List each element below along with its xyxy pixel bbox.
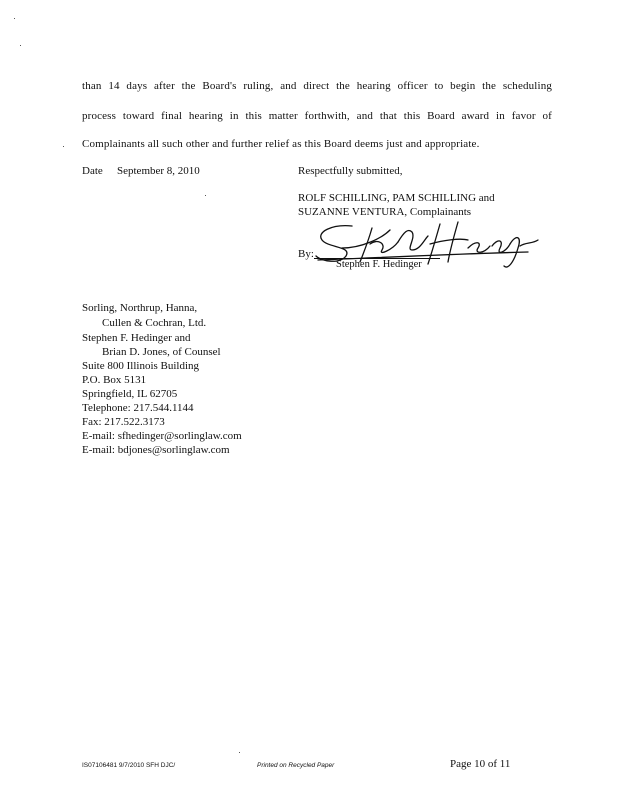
closing-text: Respectfully submitted,	[298, 165, 403, 177]
scan-speck	[63, 146, 64, 147]
signer-name: Stephen F. Hedinger	[336, 259, 422, 270]
scan-speck	[239, 752, 240, 753]
body-text-line: than 14 days after the Board's ruling, and direct the hearing officer to begin the scheduling	[82, 80, 552, 92]
scan-speck	[14, 18, 15, 19]
counsel-line: Stephen F. Hedinger and	[82, 332, 191, 344]
footer-recycled-note: Printed on Recycled Paper	[257, 762, 335, 769]
scan-speck	[20, 45, 21, 46]
counsel-line: E-mail: bdjones@sorlinglaw.com	[82, 444, 230, 456]
scan-speck	[205, 195, 206, 196]
body-text-line: Complainants all such other and further relief as this Board deems just and appropriate.	[82, 138, 480, 150]
footer-doc-id: IS07106481 9/7/2010 SFH DJC/	[82, 762, 176, 769]
parties-line: SUZANNE VENTURA, Complainants	[298, 206, 472, 218]
counsel-line: P.O. Box 5131	[82, 374, 147, 386]
counsel-line: Springfield, IL 62705	[82, 388, 178, 400]
counsel-line: Telephone: 217.544.1144	[82, 402, 194, 414]
counsel-line: Cullen & Cochran, Ltd.	[102, 317, 207, 329]
by-label: By:	[298, 248, 314, 260]
counsel-line: Sorling, Northrup, Hanna,	[82, 302, 198, 314]
date-label: Date	[82, 165, 103, 177]
page-number: Page 10 of 11	[450, 758, 511, 770]
body-text-line: process toward final hearing in this matter forthwith, and that this Board award in favor of	[82, 110, 552, 122]
counsel-line: Fax: 217.522.3173	[82, 416, 165, 428]
counsel-line: Suite 800 Illinois Building	[82, 360, 200, 372]
date-value: September 8, 2010	[117, 165, 200, 177]
counsel-line: Brian D. Jones, of Counsel	[102, 346, 221, 358]
parties-line: ROLF SCHILLING, PAM SCHILLING and	[298, 192, 495, 204]
counsel-line: E-mail: sfhedinger@sorlinglaw.com	[82, 430, 242, 442]
